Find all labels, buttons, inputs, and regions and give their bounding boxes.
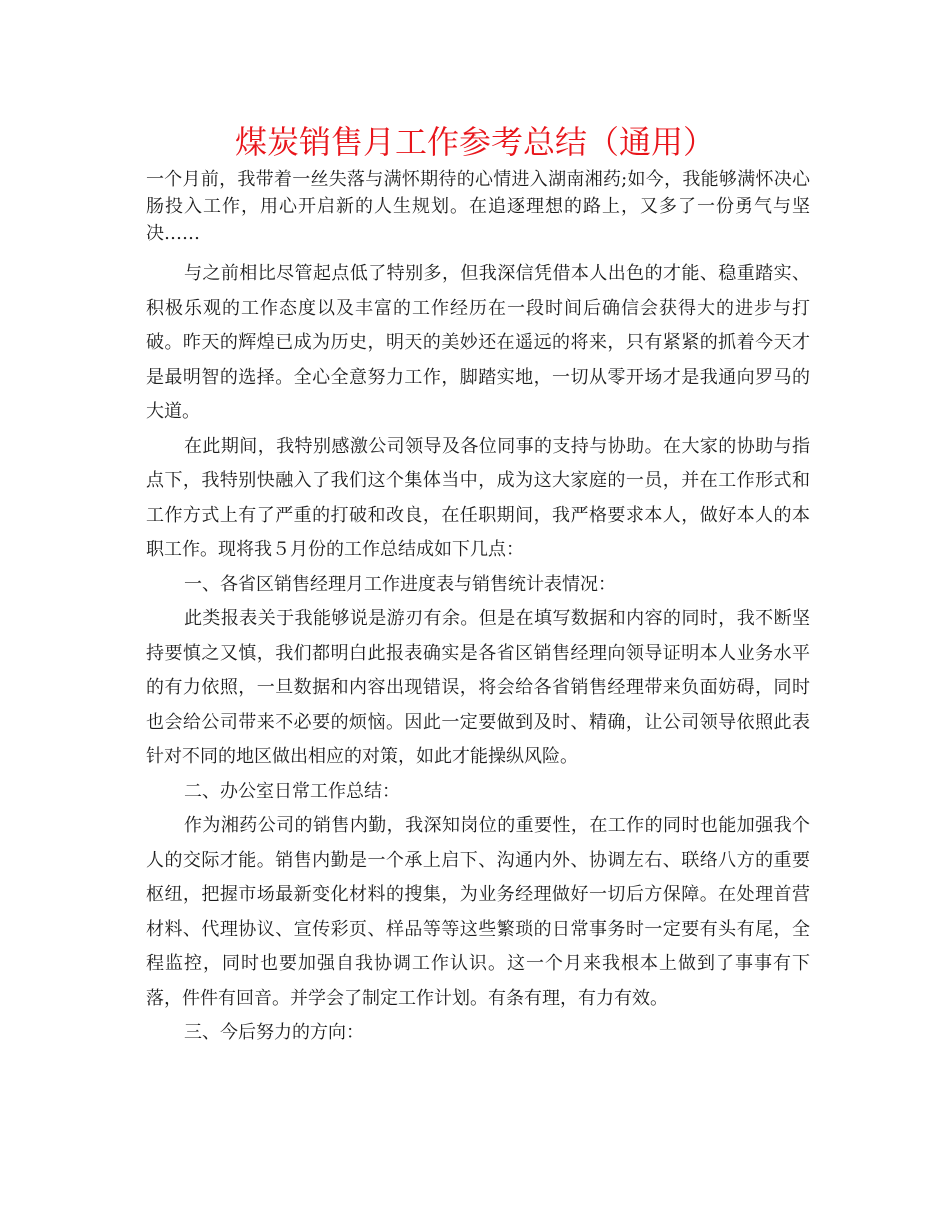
- paragraph-2: 与之前相比尽管起点低了特别多，但我深信凭借本人出色的才能、稳重踏实、积极乐观的工作态度以及丰富的工作经历在一段时间后确信会获得大的进步与打破。昨天的辉煌已成为历史，明天的美妙还在遥远的将来，只有紧紧的抓着今天才是最明智的选择。全心全意努力工作，脚踏实地，一切从零开场才是我通向罗马的大道。: [146, 263, 810, 422]
- document-title: 煤炭销售月工作参考总结（通用）: [234, 123, 715, 161]
- section-heading-2: 二、办公室日常工作总结：: [184, 780, 400, 802]
- document-body: [146, 166, 810, 1051]
- section-heading-1: 一、各省区销售经理月工作进度表与销售统计表情况：: [184, 573, 616, 595]
- paragraph-intro: 一个月前，我带着一丝失落与满怀期待的心情进入湖南湘药;如今，我能够满怀决心肠投入工作，用心开启新的人生规划。在追逐理想的路上，又多了一份勇气与坚决……: [146, 169, 810, 244]
- paragraph-3: 在此期间，我特别感激公司领导及各位同事的支持与协助。在大家的协助与指点下，我特别快融入了我们这个集体当中，成为这大家庭的一员，并在工作形式和工作方式上有了严重的打破和改良，在任职期间，我严格要求本人，做好本人的本职工作。现将我５月份的工作总结成如下几点：: [146, 435, 810, 560]
- paragraph-7: 作为湘药公司的销售内勤，我深知岗位的重要性，在工作的同时也能加强我个人的交际才能。销售内勤是一个承上启下、沟通内外、协调左右、联络八方的重要枢纽，把握市场最新变化材料的搜集，为业务经理做好一切后方保障。在处理首营材料、代理协议、宣传彩页、样品等等这些繁琐的日常事务时一定要有头有尾，全程监控，同时也要加强自我协调工作认识。这一个月来我根本上做到了事事有下落，件件有回音。并学会了制定工作计划。有条有理，有力有效。: [146, 815, 810, 1009]
- paragraph-5: 此类报表关于我能够说是游刃有余。但是在填写数据和内容的同时，我不断坚持要慎之又慎，我们都明白此报表确实是各省区销售经理向领导证明本人业务水平的有力依照，一旦数据和内容出现错误，将会给各省销售经理带来负面妨碍，同时也会给公司带来不必要的烦恼。因此一定要做到及时、精确，让公司领导依照此表针对不同的地区做出相应的对策，如此才能操纵风险。: [146, 608, 810, 767]
- section-heading-3: 三、今后努力的方向：: [184, 1022, 364, 1043]
